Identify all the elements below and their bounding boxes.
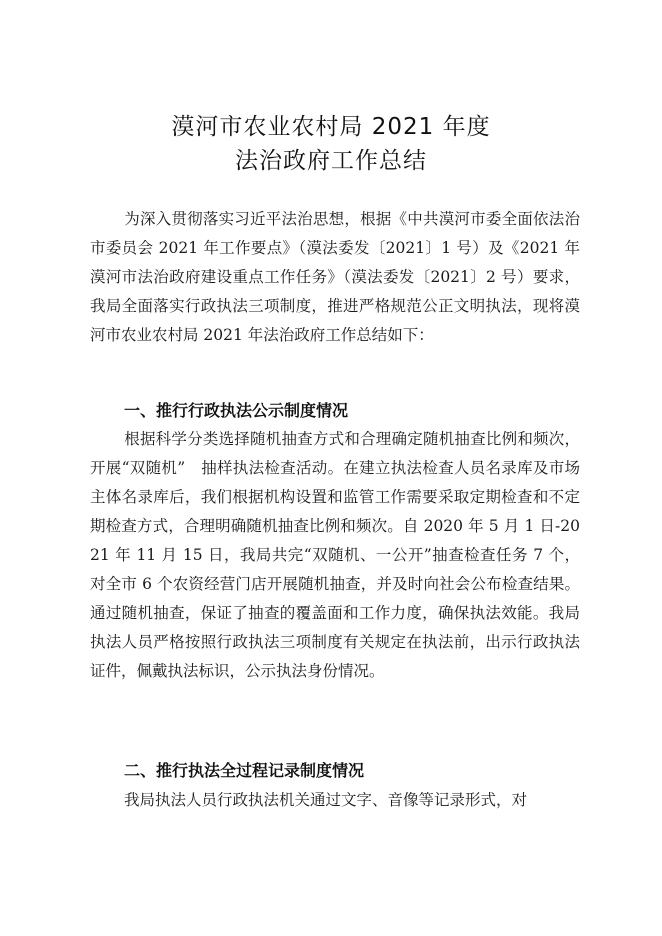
section-2-heading: 二、推行执法全过程记录制度情况	[124, 761, 365, 780]
intro-paragraph	[90, 205, 580, 350]
document-title-line-2: 法治政府工作总结	[235, 148, 427, 174]
section-2-paragraph	[90, 786, 580, 815]
section-2-paragraph-text: 我局执法人员行政执法机关通过文字、音像等记录形式，对	[124, 791, 528, 809]
intro-paragraph-text: 为深入贯彻落实习近平法治思想，根据《中共漠河市委全面依法治市委员会 2021 年工作要点》（漠法委发〔2021〕1 号）及《2021 年漠河市法治政府建设重点工作任务》（漠法委发〔2021〕2 号）要求，我局全面落实行政执法三项制度，推进严格规范公正文明执法，现将漠河市农业农村局 2021 年法治政府工作总结如下：	[90, 210, 580, 344]
section-1-paragraph	[90, 425, 580, 686]
section-1-paragraph-text: 根据科学分类选择随机抽查方式和合理确定随机抽查比例和频次，开展“双随机” 抽样执法检查活动。在建立执法检查人员名录库及市场主体名录库后，我们根据机构设置和监管工作需要采取定期检查和不定期检查方式，合理明确随机抽查比例和频次。自 2020 年 5 月 1 日-2021 年 11 月 15 日，我局共完“双随机、一公开”抽查检查任务 7 个，对全市 6 个农资经营门店开展随机抽查，并及时向社会公布检查结果。通过随机抽查，保证了抽查的覆盖面和工作力度，确保执法效能。我局执法人员严格按照行政执法三项制度有关规定在执法前，出示行政执法证件，佩戴执法标识，公示执法身份情况。	[90, 430, 580, 680]
section-1-heading: 一、推行行政执法公示制度情况	[124, 401, 349, 420]
document-title-line-1: 漠河市农业农村局 2021 年度	[171, 114, 491, 140]
